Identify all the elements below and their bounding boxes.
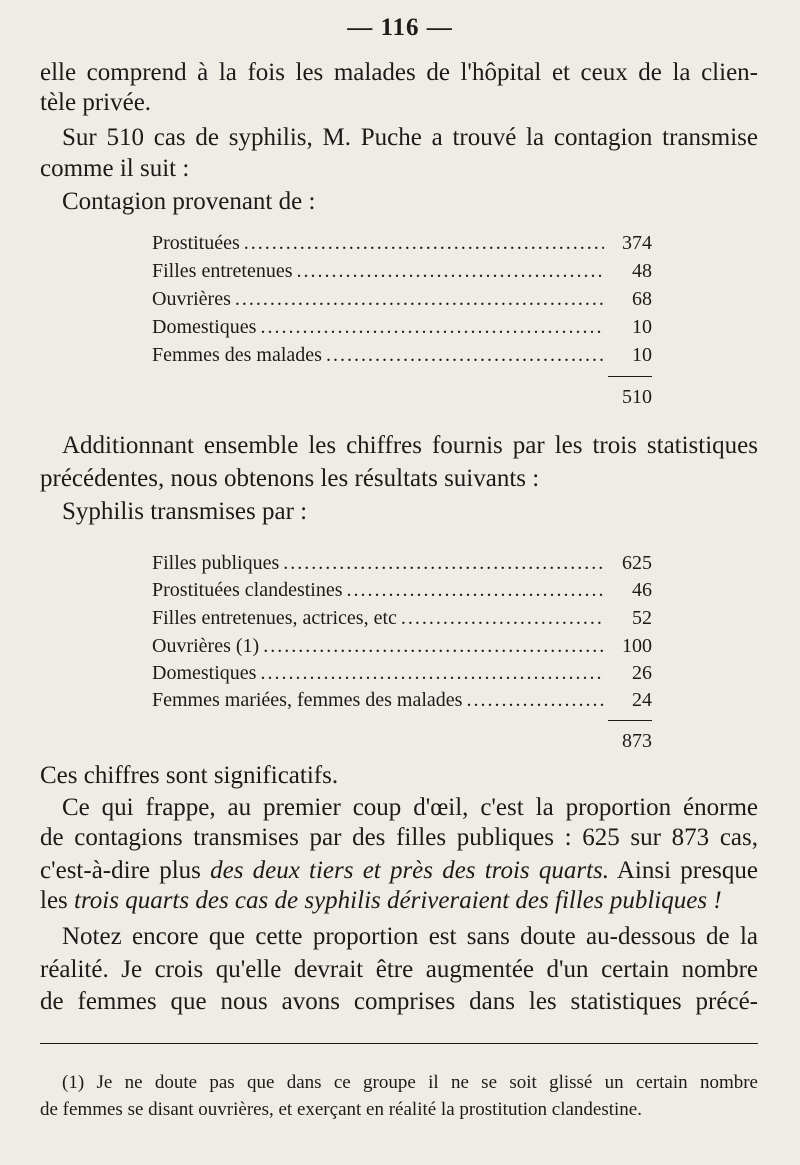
text-run: Ainsi presque: [609, 857, 758, 884]
body-line: Ces chiffres sont significatifs.: [40, 762, 339, 789]
italic-run: trois quarts des cas de syphilis dériveraient des filles publiques !: [74, 887, 722, 914]
row-value: 24: [632, 689, 652, 711]
row-label: Prostituées: [152, 232, 240, 254]
row-label: Ouvrières (1): [152, 635, 260, 657]
leader-dots: [326, 344, 604, 367]
leader-dots: [244, 232, 604, 255]
row-value: 625: [622, 552, 652, 574]
page-number: — 116 —: [347, 14, 453, 41]
body-line: Contagion provenant de :: [62, 188, 316, 215]
sum-rule: [608, 376, 652, 377]
leader-dots: [297, 260, 604, 283]
row-label: Prostituées clandestines: [152, 579, 343, 601]
body-line: Notez encore que cette proportion est sans doute au-dessous de la: [62, 923, 758, 950]
row-label: Femmes des malades: [152, 344, 322, 366]
table-row: [152, 260, 652, 286]
row-label: Domestiques: [152, 316, 257, 338]
table-row: [152, 579, 652, 605]
footnote-line: de femmes se disant ouvrières, et exerçant en réalité la prostitution clandestine.: [40, 1099, 642, 1120]
leader-dots: [235, 288, 604, 311]
row-label: Ouvrières: [152, 288, 231, 310]
row-value: 374: [622, 232, 652, 254]
row-label: Filles publiques: [152, 552, 280, 574]
sum-rule: [608, 720, 652, 721]
body-line: [40, 856, 758, 886]
text-run: c'est-à-dire plus: [40, 857, 211, 884]
row-value: 48: [632, 260, 652, 282]
body-line: de contagions transmises par des filles publiques : 625 sur 873 cas,: [40, 824, 758, 851]
row-value: 26: [632, 662, 652, 684]
footnote-rule: [40, 1043, 758, 1044]
table-row: [152, 232, 652, 258]
row-value: 10: [632, 316, 652, 338]
body-line: Ce qui frappe, au premier coup d'œil, c'est la proportion énorme: [62, 794, 758, 821]
table-total: 873: [622, 730, 652, 752]
table-row: [152, 662, 652, 688]
leader-dots: [260, 316, 604, 339]
row-label: Filles entretenues: [152, 260, 293, 282]
row-label: Domestiques: [152, 662, 257, 684]
body-line: de femmes que nous avons comprises dans les statistiques précé-: [40, 988, 758, 1015]
table-row: [152, 689, 652, 715]
table-row: [152, 607, 652, 633]
body-line: Additionnant ensemble les chiffres fournis par les trois statistiques: [62, 432, 758, 459]
table-row: [152, 635, 652, 661]
table-row: [152, 288, 652, 314]
table-row: [152, 316, 652, 342]
text-run: les: [40, 887, 75, 914]
footnote-line: (1) Je ne doute pas que dans ce groupe il ne se soit glissé un certain nombre: [62, 1072, 758, 1093]
body-line: précédentes, nous obtenons les résultats suivants :: [40, 465, 540, 492]
table-row: [152, 344, 652, 370]
row-label: Femmes mariées, femmes des malades: [152, 689, 463, 711]
body-line: tèle privée.: [40, 89, 152, 116]
leader-dots: [466, 689, 604, 712]
leader-dots: [347, 579, 604, 602]
row-value: 68: [632, 288, 652, 310]
row-value: 52: [632, 607, 652, 629]
leader-dots: [283, 552, 604, 575]
row-value: 46: [632, 579, 652, 601]
row-value: 10: [632, 344, 652, 366]
row-label: Filles entretenues, actrices, etc: [152, 607, 397, 629]
body-line: Sur 510 cas de syphilis, M. Puche a trouvé la contagion transmise: [62, 124, 758, 151]
italic-run: des deux tiers et près des trois quarts.: [210, 857, 610, 884]
table-total: 510: [622, 386, 652, 408]
table-row: [152, 552, 652, 578]
body-line: Syphilis transmises par :: [62, 498, 308, 525]
leader-dots: [263, 635, 604, 658]
body-line: elle comprend à la fois les malades de l'hôpital et ceux de la clien-: [40, 59, 758, 86]
row-value: 100: [622, 635, 652, 657]
body-line: [40, 886, 758, 916]
leader-dots: [260, 662, 604, 685]
body-line: réalité. Je crois qu'elle devrait être augmentée d'un certain nombre: [40, 956, 758, 983]
body-line: comme il suit :: [40, 155, 190, 182]
leader-dots: [401, 607, 604, 630]
